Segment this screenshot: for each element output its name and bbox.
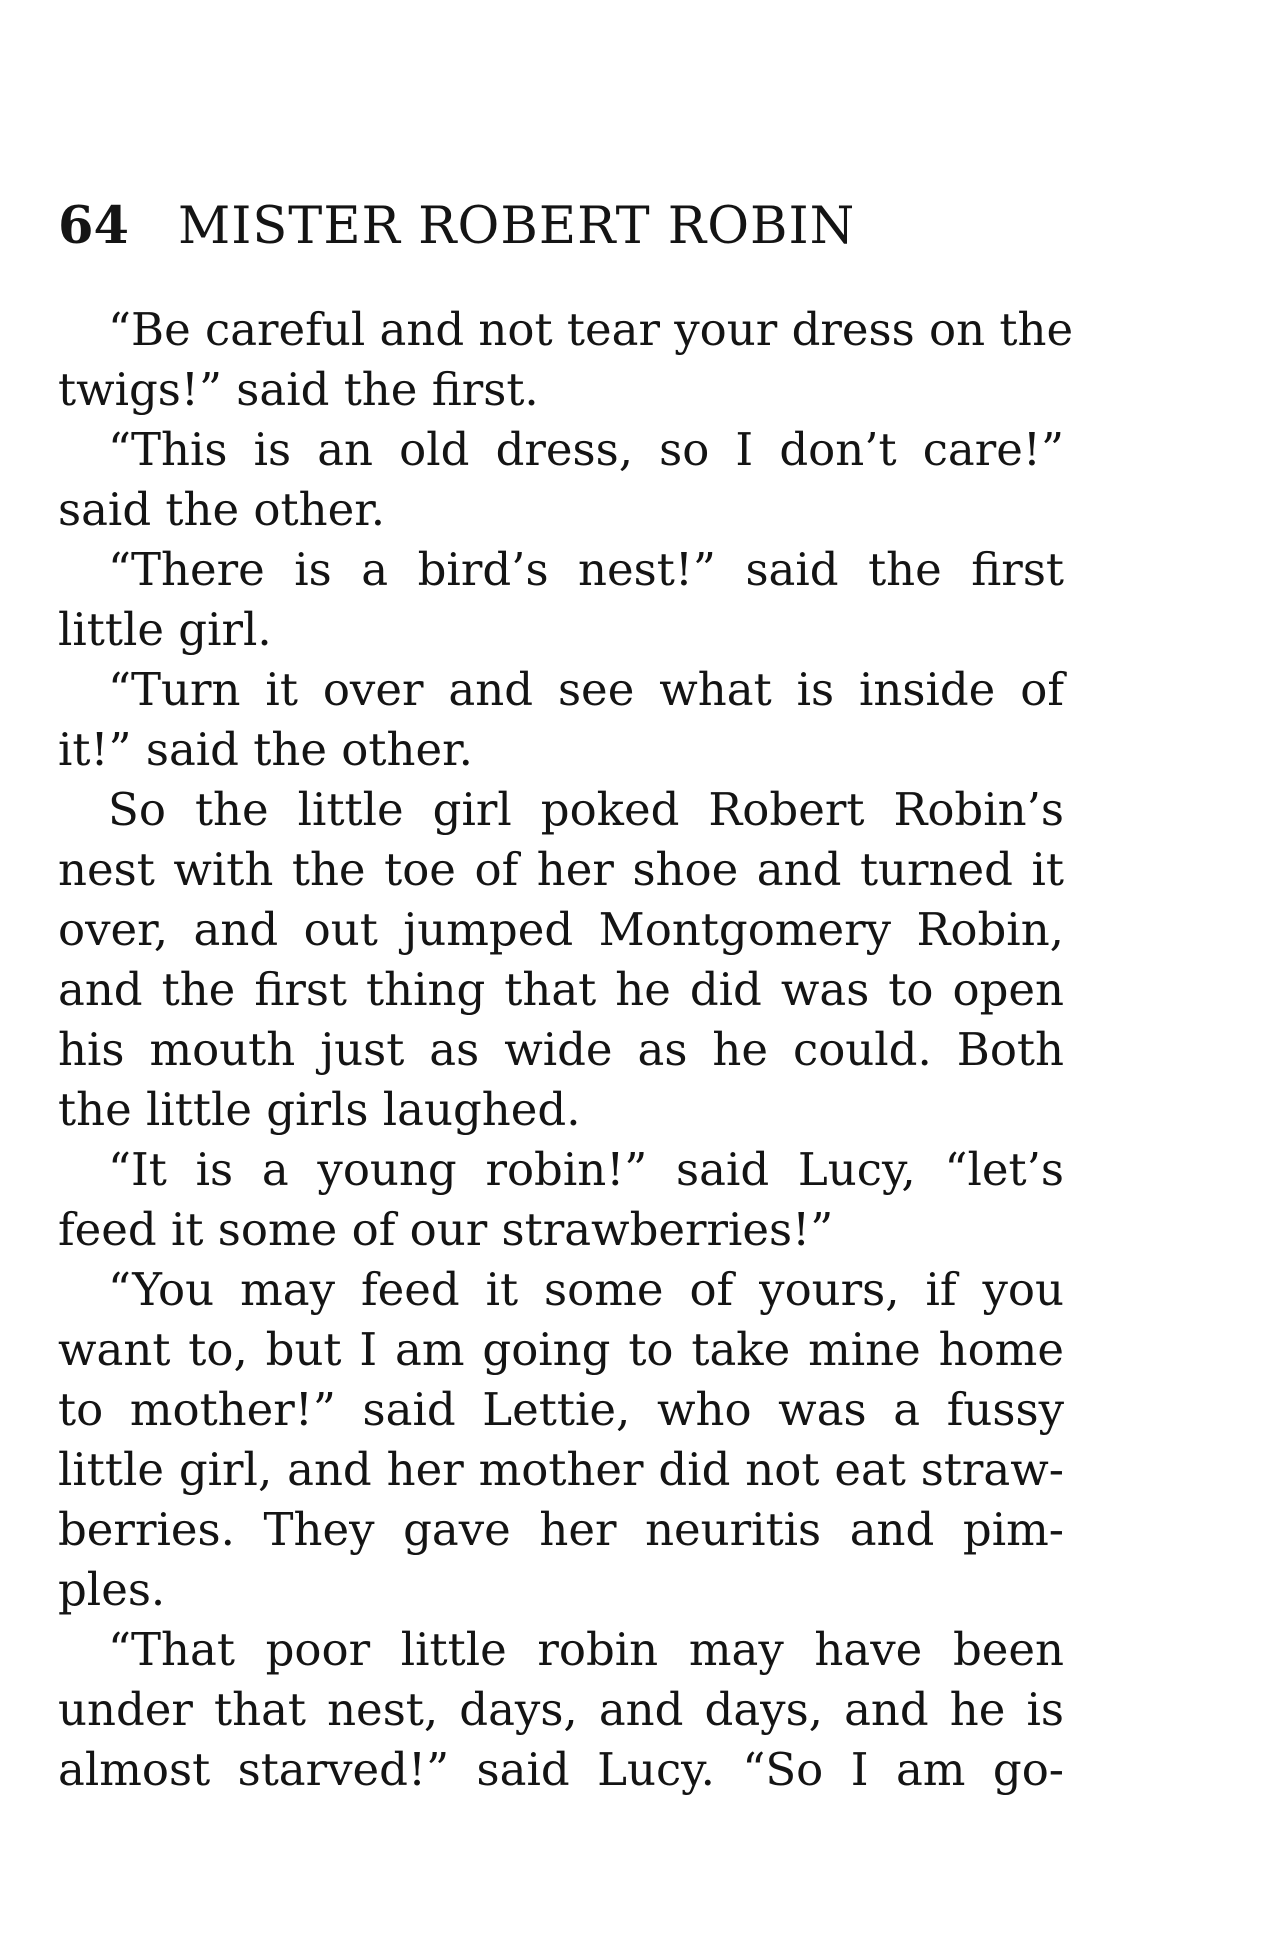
text-line: the little girls laughed. [58,1083,581,1136]
text-line: “There is a bird’s nest!” said the first [108,543,1064,596]
text-line: it!” said the other. [58,723,473,776]
text-line: said the other. [58,483,386,536]
page-number: 64 [58,196,129,256]
text-line: So the little girl poked Robert Robin’s [108,783,1064,836]
text-line: little girl, and her mother did not eat straw- [58,1443,1064,1496]
text-line: twigs!” said the first. [58,363,539,416]
text-line: and the first thing that he did was to open [58,963,1064,1016]
text-line: ples. [58,1563,166,1616]
text-line: almost starved!” said Lucy. “So I am go- [58,1743,1064,1796]
text-line: berries. They gave her neuritis and pim- [58,1503,1064,1556]
text-line: “It is a young robin!” said Lucy, “let’s [108,1143,1064,1196]
text-line: over, and out jumped Montgomery Robin, [58,903,1064,956]
text-line: “This is an old dress, so I don’t care!” [108,423,1064,476]
text-line: “Be careful and not tear your dress on the [108,303,1074,356]
text-line: his mouth just as wide as he could. Both [58,1023,1064,1076]
running-title: MISTER ROBERT ROBIN [178,197,856,256]
text-line: “You may feed it some of yours, if you [108,1263,1064,1316]
text-line: under that nest, days, and days, and he is [58,1683,1064,1736]
text-line: “Turn it over and see what is inside of [108,663,1064,716]
text-line: little girl. [58,603,272,656]
body-text [58,300,1074,1800]
text-line: “That poor little robin may have been [108,1623,1064,1676]
text-line: nest with the toe of her shoe and turned it [58,843,1064,896]
text-line: feed it some of our strawberries!” [58,1203,834,1256]
page-header [58,196,855,256]
text-line: want to, but I am going to take mine home [58,1323,1064,1376]
text-line: to mother!” said Lettie, who was a fussy [58,1383,1064,1436]
